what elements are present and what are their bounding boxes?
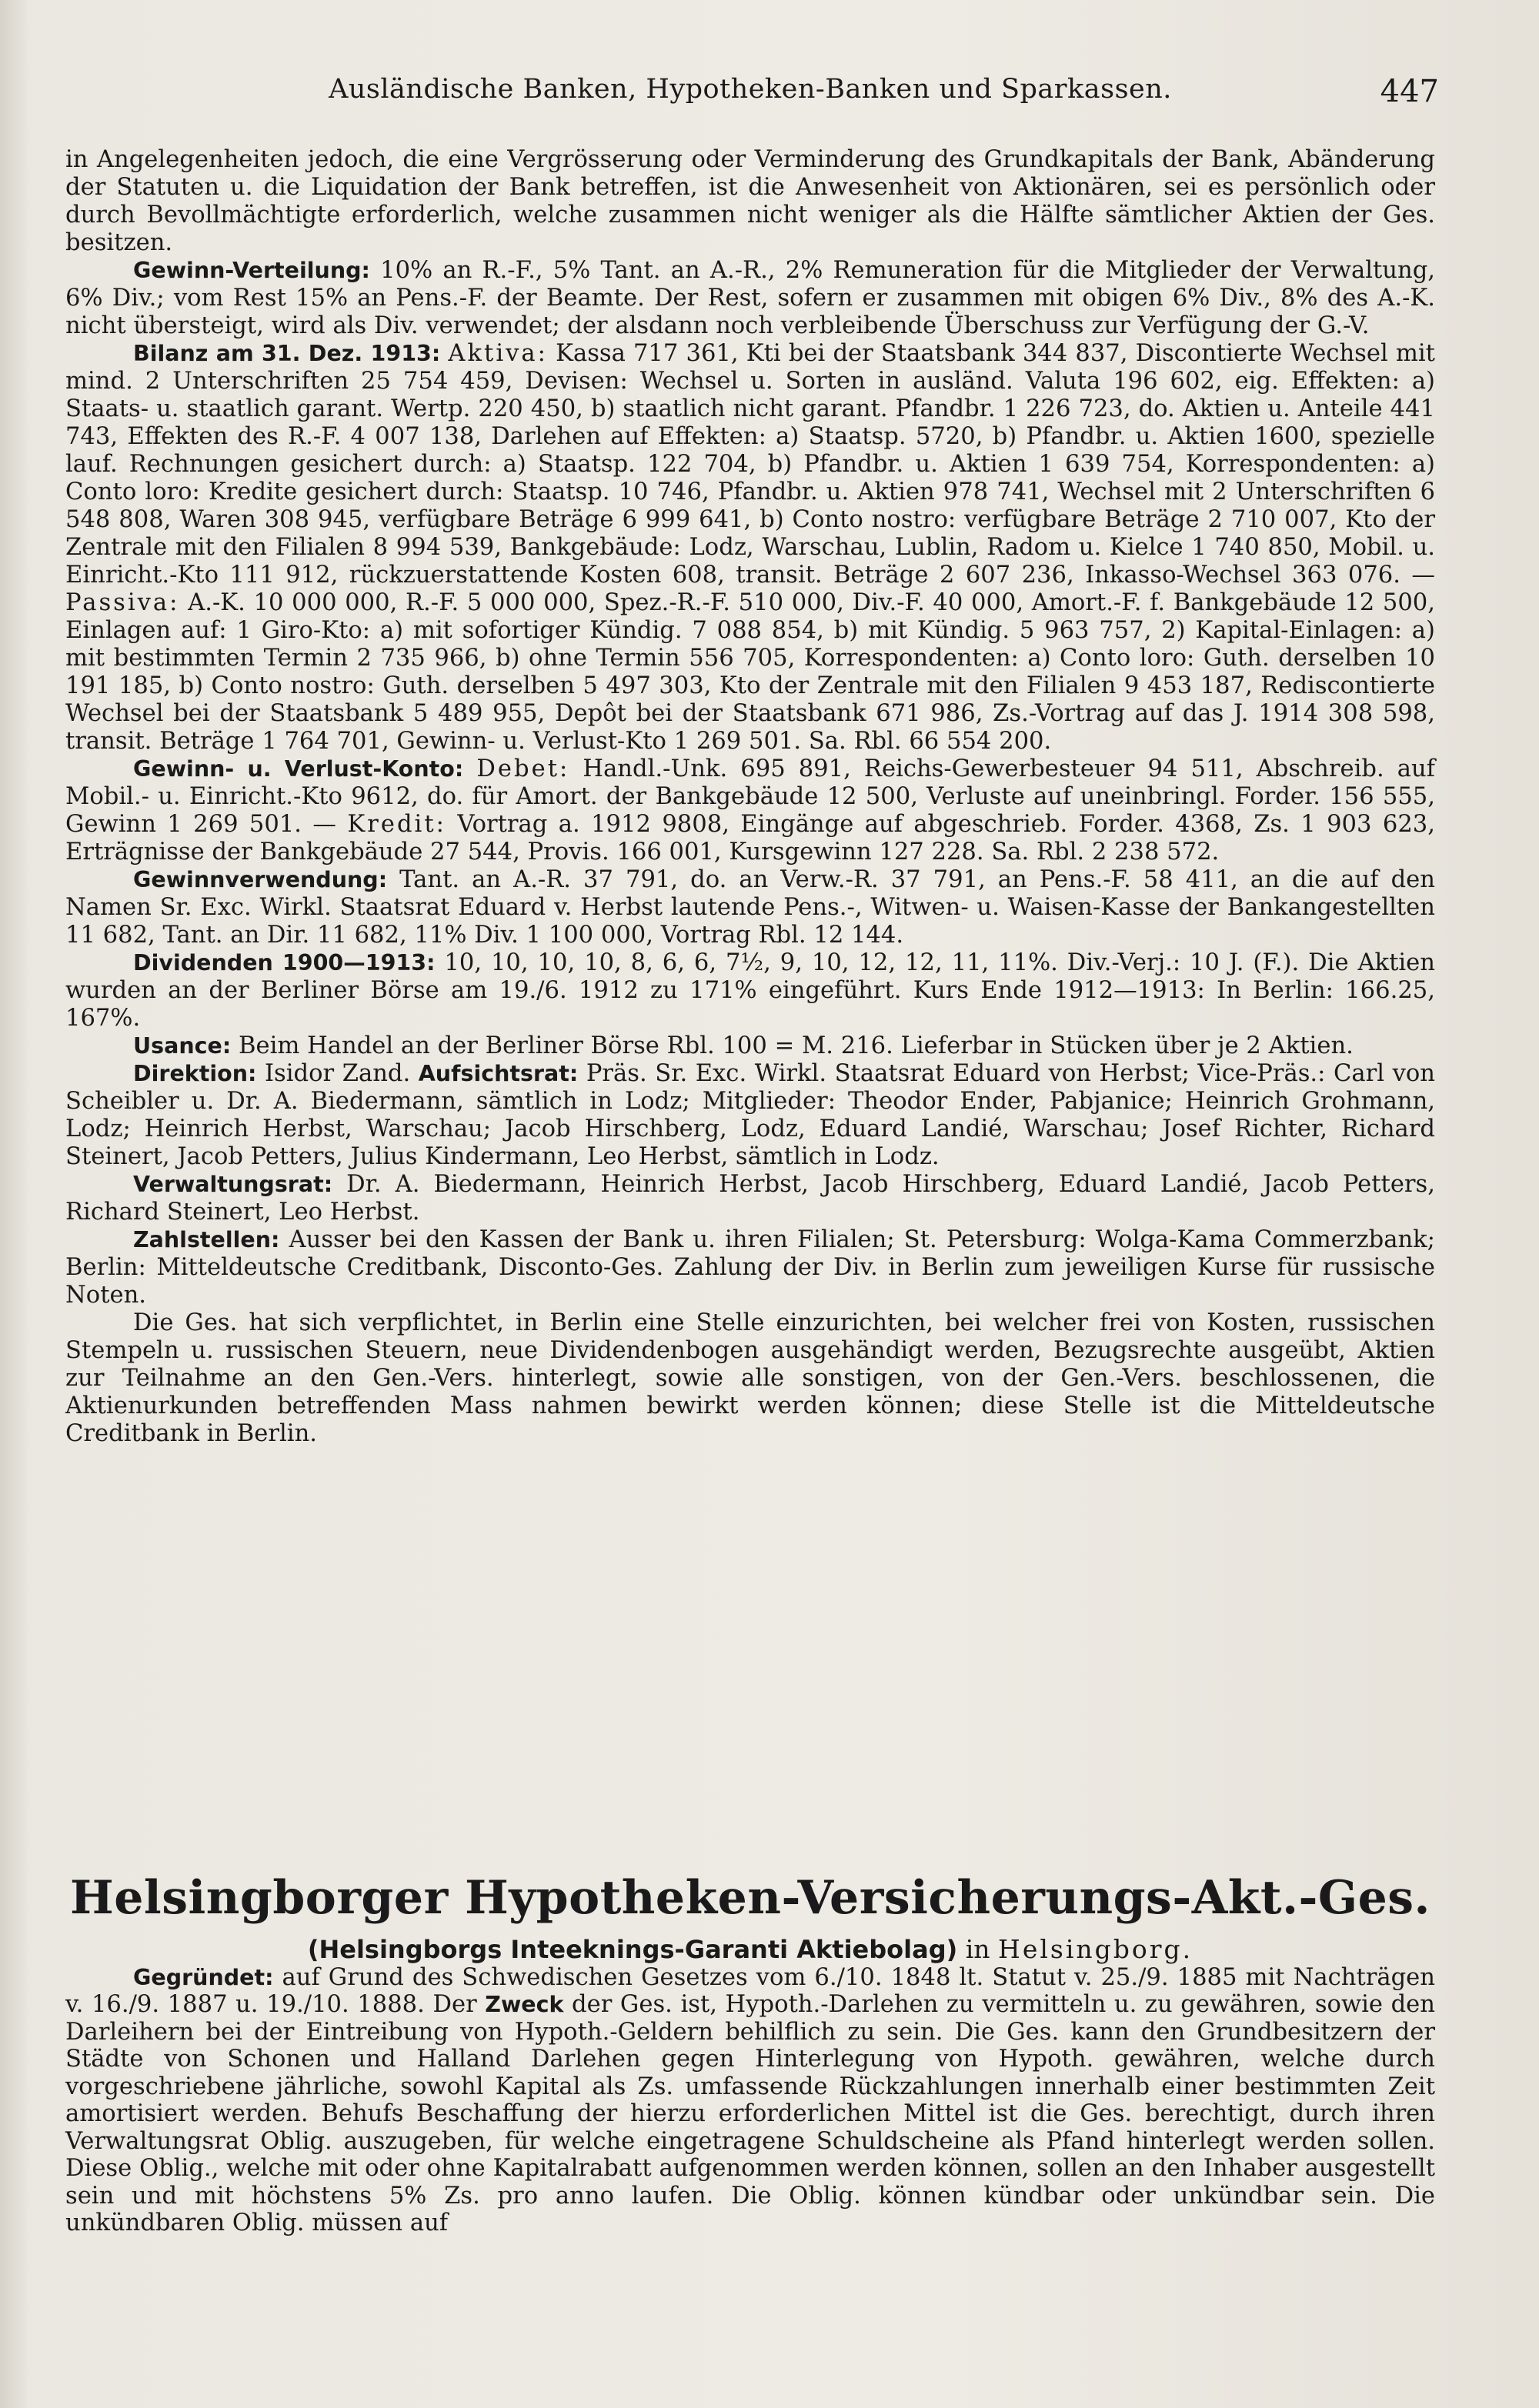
paragraph-gewinnverwendung — [65, 866, 1435, 949]
company-entry-text — [65, 1936, 1435, 2237]
statute-text: in Angelegenheiten jedoch, die eine Vergrösserung oder Verminderung des Grundkapitals der Bank, Abänderung der Statuten u. die Liquidation der Bank betreffen, ist die Anwesenheit von Aktionären, sei es persönlich oder durch Bevollmächtigte erforderlich, welche zusammen nicht weniger als die Hälfte sämtlicher Aktien der Ges. besitzen. — [65, 146, 1435, 256]
guv-label: Gewinn- u. Verlust-Konto: — [133, 756, 464, 782]
debet-text: Handl.-Unk. 695 891, Reichs-Gewerbesteuer 94 511, Abschreib. auf Mobil.- u. Einricht.-Kto 9612, do. für Amort. der Bankgebäude 12 500, Verluste auf uneinbringl. Forder. 156 555, Gewinn 1 269 501. — — [65, 755, 1436, 838]
gegruendet-label: Gegründet: — [133, 1964, 274, 1990]
paragraph-verwaltungsrat — [65, 1171, 1435, 1226]
gewinnverwendung-label: Gewinnverwendung: — [133, 867, 388, 892]
gewinn-verteilung-text: 10% an R.-F., 5% Tant. an A.-R., 2% Remuneration für die Mitglieder der Verwaltung, 6% Div.; vom Rest 15% an Pens.-F. der Beamte. Der Rest, sofern er zusammen mit obigen 6% Div., 8% des A.-K. nicht übersteigt, wird als Div. verwendet; der alsdann noch verbleibende Überschuss zur Verfügung der G.-V. — [65, 257, 1436, 339]
page-number: 447 — [1380, 74, 1439, 109]
paragraph-gewinn-verteilung — [65, 257, 1435, 340]
bilanz-label: Bilanz am 31. Dez. 1913: — [133, 341, 441, 366]
paragraph-guv — [65, 755, 1435, 866]
paragraph-direktion — [65, 1060, 1435, 1171]
subtitle-in: in — [965, 1934, 990, 1964]
usance-text: Beim Handel an der Berliner Börse Rbl. 100 = M. 216. Lieferbar in Stücken über je 2 Aktien. — [238, 1032, 1354, 1059]
passiva-label: Passiva: — [65, 589, 180, 616]
zahlstellen-label: Zahlstellen: — [133, 1227, 280, 1252]
paragraph-dividenden — [65, 949, 1435, 1032]
direktion-label: Direktion: — [133, 1061, 257, 1086]
verwaltungsrat-text: Dr. A. Biedermann, Heinrich Herbst, Jacob Hirschberg, Eduard Landié, Jacob Petters, Richard Steinert, Leo Herbst. — [65, 1171, 1435, 1226]
paragraph-usance — [65, 1032, 1435, 1060]
bank-entry-text — [65, 146, 1435, 1448]
gewinnverwendung-text: Tant. an A.-R. 37 791, do. an Verw.-R. 37 791, an Pens.-F. 58 411, an die auf den Namen Sr. Exc. Wirkl. Staatsrat Eduard v. Herbst lautende Pens.-, Witwen- u. Waisen-Kasse der Bankangestellten 11 682, Tant. an Dir. 11 682, 11% Div. 1 100 000, Vortrag Rbl. 12 144. — [65, 866, 1435, 949]
passiva-text: A.-K. 10 000 000, R.-F. 5 000 000, Spez.-R.-F. 510 000, Div.-F. 40 000, Amort.-F. f. Bankgebäude 12 500, Einlagen auf: 1 Giro-Kto: a) mit sofortiger Kündig. 7 088 854, b) mit Kündig. 5 963 757, 2) Kapital-Einlagen: a) mit bestimmten Termin 2 735 966, b) ohne Termin 556 705, Korrespondenten: a) Conto loro: Guth. derselben 10 191 185, b) Conto nostro: Guth. derselben 5 497 303, Kto der Zentrale mit den Filialen 9 453 187, Rediscontierte Wechsel bei der Staatsbank 5 489 955, Depôt bei der Staatsbank 671 986, Zs.-Vortrag auf das J. 1914 308 598, transit. Beträge 1 764 701, Gewinn- u. Verlust-Kto 1 269 501. Sa. Rbl. 66 554 200. — [65, 589, 1435, 755]
paragraph-zahlstellen — [65, 1226, 1435, 1309]
zweck-text: der Ges. ist, Hypoth.-Darlehen zu vermitteln u. zu gewähren, sowie den Darleihern bei der Eintreibung von Hypoth.-Geldern behilflich zu sein. Die Ges. kann den Grundbesitzern der Städte von Schonen und Halland Darlehen gegen Hinterlegung von Hypoth. gewähren, welche durch vorgeschriebene jährliche, sowohl Kapital als Zs. umfassende Rückzahlungen innerhalb einer bestimmten Zeit amortisiert werden. Behufs Beschaffung der hierzu erforderlichen Mittel ist die Ges. berechtigt, durch ihren Verwaltungsrat Oblig. auszugeben, für welche eingetragene Schuldscheine als Pfand hinterlegt werden sollen. Diese Oblig., welche mit oder ohne Kapitalrabatt aufgenommen werden können, sollen an den Inhaber ausgestellt sein und mit höchstens 5% Zs. pro anno laufen. Die Oblig. können kündbar oder unkündbar sein. Die unkündbaren Oblig. müssen auf — [65, 1991, 1435, 2236]
zahlstellen-text: Ausser bei den Kassen der Bank u. ihren Filialen; St. Petersburg: Wolga-Kama Commerzbank; Berlin: Mitteldeutsche Creditbank, Disconto-Ges. Zahlung der Div. in Berlin zum jeweiligen Kurse für russische Noten. — [65, 1226, 1435, 1309]
running-title: Ausländische Banken, Hypotheken-Banken und Sparkassen. — [329, 74, 1172, 105]
paragraph-bilanz — [65, 340, 1435, 755]
debet-label: Debet: — [476, 755, 570, 782]
gewinn-verteilung-label: Gewinn-Verteilung: — [133, 258, 370, 283]
gegruendet-text: auf Grund des Schwedischen Gesetzes vom 6./10. 1848 lt. Statut v. 25./9. 1885 mit Nachträgen v. 16./9. 1887 u. 19./10. 1888. Der — [65, 1963, 1435, 2018]
usance-label: Usance: — [133, 1033, 232, 1059]
dividenden-label: Dividenden 1900—1913: — [133, 950, 436, 976]
aktiva-label: Aktiva: — [448, 340, 548, 367]
paragraph-berlin-stelle — [65, 1309, 1435, 1448]
paragraph-statute — [65, 146, 1435, 257]
company-swedish-name: (Helsingborgs Inteeknings-Garanti Aktiebolag) — [307, 1935, 958, 1964]
company-title: Helsingborger Hypotheken-Versicherungs-Akt.-Ges. — [70, 1871, 1431, 1925]
direktion-text: Isidor Zand. — [264, 1060, 411, 1087]
dividenden-text: 10, 10, 10, 10, 8, 6, 6, 7½, 9, 10, 12, 12, 11, 11%. Div.-Verj.: 10 J. (F.). Die Aktien wurden an der Berliner Börse am 19./6. 1912 zu 171% eingeführt. Kurs Ende 1912—1913: In Berlin: 166.25, 167%. — [65, 949, 1435, 1032]
zweck-label: Zweck — [485, 1992, 564, 2017]
berlin-stelle-text: Die Ges. hat sich verpflichtet, in Berlin eine Stelle einzurichten, bei welcher frei von Kosten, russischen Stempeln u. russischen Steuern, neue Dividendenbogen ausgehändigt werden, Bezugsrechte ausgeübt, Aktien zur Teilnahme an den Gen.-Vers. hinterlegt, sowie alle sonstigen, von der Gen.-Vers. beschlossenen, die Aktienurkunden betreffenden Mass nahmen bewirkt werden können; diese Stelle ist die Mitteldeutsche Creditbank in Berlin. — [65, 1309, 1435, 1447]
aufsichtsrat-text: Präs. Sr. Exc. Wirkl. Staatsrat Eduard von Herbst; Vice-Präs.: Carl von Scheibler u. Dr. A. Biedermann, sämtlich in Lodz; Mitglieder: Theodor Ender, Pabjanice; Heinrich Grohmann, Lodz; Heinrich Herbst, Warschau; Jacob Hirschberg, Lodz, Eduard Landié, Warschau; Josef Richter, Richard Steinert, Jacob Petters, Julius Kindermann, Leo Herbst, sämtlich in Lodz. — [65, 1060, 1435, 1170]
running-head — [62, 74, 1439, 120]
kredit-label: Kredit: — [347, 811, 446, 838]
verwaltungsrat-label: Verwaltungsrat: — [133, 1172, 333, 1197]
paragraph-gegruendet — [65, 1964, 1435, 2237]
aktiva-text: Kassa 717 361, Kti bei der Staatsbank 344 837, Discontierte Wechsel mit mind. 2 Unterschriften 25 754 459, Devisen: Wechsel u. Sorten in ausländ. Valuta 196 602, eig. Effekten: a) Staats- u. staatlich garant. Wertp. 220 450, b) staatlich nicht garant. Pfandbr. 1 226 723, do. Aktien u. Anteile 441 743, Effekten des R.-F. 4 007 138, Darlehen auf Effekten: a) Staatsp. 5720, b) Pfandbr. u. Aktien 1600, spezielle lauf. Rechnungen gesichert durch: a) Staatsp. 122 704, b) Pfandbr. u. Aktien 1 639 754, Korrespondenten: a) Conto loro: Kredite gesichert durch: Staatsp. 10 746, Pfandbr. u. Aktien 978 741, Wechsel mit 2 Unterschriften 6 548 808, Waren 308 945, verfügbare Beträge 6 999 641, b) Conto nostro: verfügbare Beträge 2 710 007, Kto der Zentrale mit den Filialen 8 994 539, Bankgebäude: Lodz, Warschau, Lublin, Radom u. Kielce 1 740 850, Mobil. u. Einricht.-Kto 111 912, rückzuerstattende Kosten 608, transit. Beträge 2 607 236, Inkasso-Wechsel 363 076. — — [65, 340, 1435, 589]
company-subtitle — [65, 1936, 1435, 1964]
kredit-text: Vortrag a. 1912 9808, Eingänge auf abgeschrieb. Forder. 4368, Zs. 1 903 623, Erträgnisse der Bankgebäude 27 544, Provis. 166 001, Kursgewinn 127 228. Sa. Rbl. 2 238 572. — [65, 811, 1435, 865]
company-city: Helsingborg. — [998, 1934, 1193, 1964]
aufsichtsrat-label: Aufsichtsrat: — [418, 1061, 579, 1086]
